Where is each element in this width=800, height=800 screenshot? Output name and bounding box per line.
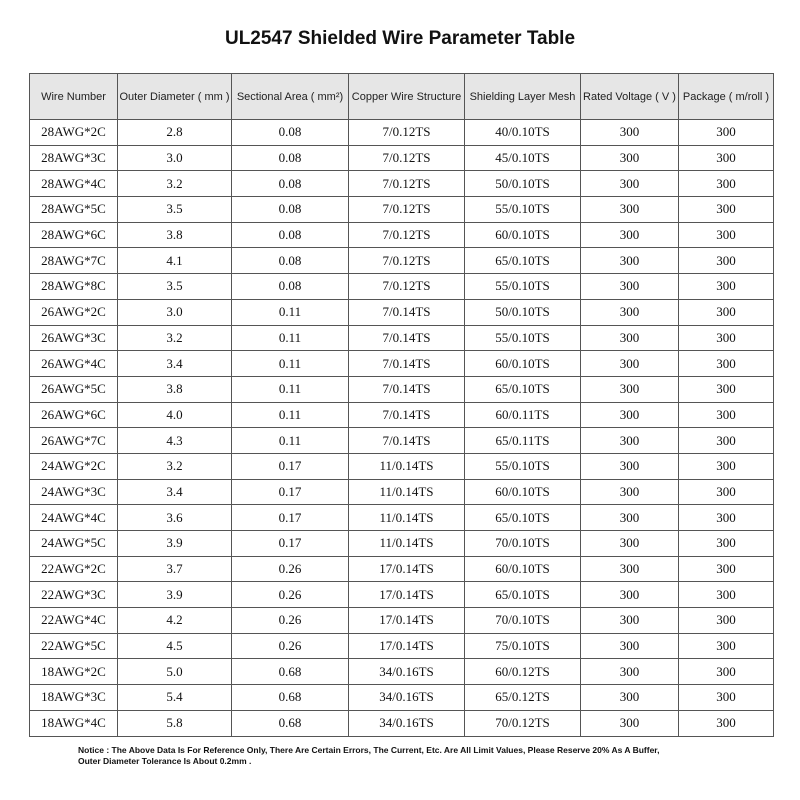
cell-package: 300 bbox=[679, 120, 774, 146]
cell-copper-wire-structure: 7/0.14TS bbox=[349, 325, 465, 351]
table-row bbox=[30, 274, 774, 300]
cell-sectional-area: 0.17 bbox=[232, 531, 349, 557]
cell-shielding-layer-mesh: 70/0.10TS bbox=[465, 608, 581, 634]
table-row bbox=[30, 710, 774, 736]
cell-package: 300 bbox=[679, 633, 774, 659]
cell-outer-diameter: 3.4 bbox=[118, 479, 232, 505]
cell-copper-wire-structure: 11/0.14TS bbox=[349, 479, 465, 505]
header-sectional-area: Sectional Area ( mm²) bbox=[232, 74, 349, 120]
cell-wire-number: 24AWG*4C bbox=[30, 505, 118, 531]
cell-copper-wire-structure: 7/0.14TS bbox=[349, 402, 465, 428]
table-row bbox=[30, 505, 774, 531]
cell-rated-voltage: 300 bbox=[581, 402, 679, 428]
cell-package: 300 bbox=[679, 428, 774, 454]
cell-outer-diameter: 3.5 bbox=[118, 274, 232, 300]
cell-wire-number: 24AWG*5C bbox=[30, 531, 118, 557]
cell-rated-voltage: 300 bbox=[581, 531, 679, 557]
header-rated-voltage: Rated Voltage ( V ) bbox=[581, 74, 679, 120]
cell-sectional-area: 0.68 bbox=[232, 659, 349, 685]
cell-outer-diameter: 4.2 bbox=[118, 608, 232, 634]
cell-wire-number: 28AWG*4C bbox=[30, 171, 118, 197]
cell-rated-voltage: 300 bbox=[581, 197, 679, 223]
table-header-row bbox=[30, 74, 774, 120]
cell-rated-voltage: 300 bbox=[581, 608, 679, 634]
cell-copper-wire-structure: 11/0.14TS bbox=[349, 505, 465, 531]
cell-sectional-area: 0.11 bbox=[232, 376, 349, 402]
cell-rated-voltage: 300 bbox=[581, 120, 679, 146]
cell-outer-diameter: 3.6 bbox=[118, 505, 232, 531]
cell-shielding-layer-mesh: 55/0.10TS bbox=[465, 453, 581, 479]
cell-copper-wire-structure: 11/0.14TS bbox=[349, 453, 465, 479]
cell-wire-number: 26AWG*5C bbox=[30, 376, 118, 402]
cell-package: 300 bbox=[679, 274, 774, 300]
cell-sectional-area: 0.08 bbox=[232, 197, 349, 223]
cell-outer-diameter: 3.0 bbox=[118, 145, 232, 171]
table-row bbox=[30, 402, 774, 428]
cell-wire-number: 26AWG*3C bbox=[30, 325, 118, 351]
table-row bbox=[30, 171, 774, 197]
table-row bbox=[30, 299, 774, 325]
cell-sectional-area: 0.26 bbox=[232, 633, 349, 659]
cell-package: 300 bbox=[679, 351, 774, 377]
table-row bbox=[30, 531, 774, 557]
table-row bbox=[30, 453, 774, 479]
cell-outer-diameter: 4.1 bbox=[118, 248, 232, 274]
cell-rated-voltage: 300 bbox=[581, 351, 679, 377]
cell-package: 300 bbox=[679, 608, 774, 634]
cell-rated-voltage: 300 bbox=[581, 428, 679, 454]
cell-outer-diameter: 3.5 bbox=[118, 197, 232, 223]
table-row bbox=[30, 428, 774, 454]
cell-outer-diameter: 5.8 bbox=[118, 710, 232, 736]
cell-sectional-area: 0.11 bbox=[232, 428, 349, 454]
cell-wire-number: 28AWG*6C bbox=[30, 222, 118, 248]
cell-shielding-layer-mesh: 55/0.10TS bbox=[465, 325, 581, 351]
table-row bbox=[30, 351, 774, 377]
cell-shielding-layer-mesh: 60/0.10TS bbox=[465, 479, 581, 505]
cell-outer-diameter: 5.4 bbox=[118, 685, 232, 711]
cell-sectional-area: 0.08 bbox=[232, 171, 349, 197]
cell-rated-voltage: 300 bbox=[581, 145, 679, 171]
cell-wire-number: 22AWG*4C bbox=[30, 608, 118, 634]
table-row bbox=[30, 633, 774, 659]
cell-rated-voltage: 300 bbox=[581, 659, 679, 685]
page-title: UL2547 Shielded Wire Parameter Table bbox=[224, 28, 576, 49]
cell-copper-wire-structure: 17/0.14TS bbox=[349, 608, 465, 634]
cell-outer-diameter: 5.0 bbox=[118, 659, 232, 685]
parameter-table bbox=[29, 73, 774, 737]
cell-shielding-layer-mesh: 65/0.10TS bbox=[465, 582, 581, 608]
cell-outer-diameter: 3.0 bbox=[118, 299, 232, 325]
cell-package: 300 bbox=[679, 659, 774, 685]
cell-shielding-layer-mesh: 50/0.10TS bbox=[465, 171, 581, 197]
table-row bbox=[30, 325, 774, 351]
cell-shielding-layer-mesh: 55/0.10TS bbox=[465, 274, 581, 300]
table-row bbox=[30, 479, 774, 505]
table-row bbox=[30, 685, 774, 711]
cell-wire-number: 26AWG*6C bbox=[30, 402, 118, 428]
cell-shielding-layer-mesh: 60/0.11TS bbox=[465, 402, 581, 428]
cell-outer-diameter: 3.2 bbox=[118, 453, 232, 479]
cell-copper-wire-structure: 17/0.14TS bbox=[349, 633, 465, 659]
cell-wire-number: 26AWG*7C bbox=[30, 428, 118, 454]
cell-sectional-area: 0.08 bbox=[232, 222, 349, 248]
cell-rated-voltage: 300 bbox=[581, 376, 679, 402]
cell-rated-voltage: 300 bbox=[581, 685, 679, 711]
cell-copper-wire-structure: 11/0.14TS bbox=[349, 531, 465, 557]
cell-wire-number: 22AWG*2C bbox=[30, 556, 118, 582]
cell-shielding-layer-mesh: 40/0.10TS bbox=[465, 120, 581, 146]
cell-sectional-area: 0.17 bbox=[232, 479, 349, 505]
cell-shielding-layer-mesh: 50/0.10TS bbox=[465, 299, 581, 325]
cell-package: 300 bbox=[679, 248, 774, 274]
cell-copper-wire-structure: 7/0.12TS bbox=[349, 171, 465, 197]
cell-wire-number: 26AWG*2C bbox=[30, 299, 118, 325]
cell-rated-voltage: 300 bbox=[581, 479, 679, 505]
cell-shielding-layer-mesh: 70/0.10TS bbox=[465, 531, 581, 557]
table-row bbox=[30, 582, 774, 608]
cell-package: 300 bbox=[679, 171, 774, 197]
cell-sectional-area: 0.11 bbox=[232, 299, 349, 325]
cell-wire-number: 22AWG*3C bbox=[30, 582, 118, 608]
cell-rated-voltage: 300 bbox=[581, 710, 679, 736]
cell-sectional-area: 0.11 bbox=[232, 351, 349, 377]
table-row bbox=[30, 197, 774, 223]
cell-package: 300 bbox=[679, 453, 774, 479]
cell-copper-wire-structure: 7/0.14TS bbox=[349, 376, 465, 402]
cell-outer-diameter: 3.2 bbox=[118, 171, 232, 197]
cell-shielding-layer-mesh: 60/0.12TS bbox=[465, 659, 581, 685]
cell-sectional-area: 0.26 bbox=[232, 582, 349, 608]
cell-wire-number: 28AWG*7C bbox=[30, 248, 118, 274]
cell-package: 300 bbox=[679, 556, 774, 582]
cell-sectional-area: 0.68 bbox=[232, 685, 349, 711]
cell-wire-number: 18AWG*2C bbox=[30, 659, 118, 685]
cell-copper-wire-structure: 7/0.14TS bbox=[349, 299, 465, 325]
cell-wire-number: 28AWG*8C bbox=[30, 274, 118, 300]
cell-shielding-layer-mesh: 60/0.10TS bbox=[465, 222, 581, 248]
notice-text bbox=[78, 745, 778, 767]
cell-outer-diameter: 2.8 bbox=[118, 120, 232, 146]
cell-wire-number: 26AWG*4C bbox=[30, 351, 118, 377]
cell-rated-voltage: 300 bbox=[581, 582, 679, 608]
header-package: Package ( m/roll ) bbox=[679, 74, 774, 120]
table-row bbox=[30, 120, 774, 146]
cell-rated-voltage: 300 bbox=[581, 633, 679, 659]
cell-copper-wire-structure: 7/0.12TS bbox=[349, 222, 465, 248]
cell-copper-wire-structure: 7/0.12TS bbox=[349, 274, 465, 300]
cell-rated-voltage: 300 bbox=[581, 299, 679, 325]
cell-outer-diameter: 3.9 bbox=[118, 531, 232, 557]
cell-rated-voltage: 300 bbox=[581, 505, 679, 531]
header-shielding-layer-mesh: Shielding Layer Mesh bbox=[465, 74, 581, 120]
cell-shielding-layer-mesh: 60/0.10TS bbox=[465, 351, 581, 377]
cell-shielding-layer-mesh: 65/0.10TS bbox=[465, 248, 581, 274]
cell-rated-voltage: 300 bbox=[581, 248, 679, 274]
cell-copper-wire-structure: 34/0.16TS bbox=[349, 710, 465, 736]
cell-outer-diameter: 3.9 bbox=[118, 582, 232, 608]
cell-rated-voltage: 300 bbox=[581, 453, 679, 479]
table-row bbox=[30, 376, 774, 402]
cell-copper-wire-structure: 17/0.14TS bbox=[349, 556, 465, 582]
cell-shielding-layer-mesh: 60/0.10TS bbox=[465, 556, 581, 582]
cell-outer-diameter: 3.2 bbox=[118, 325, 232, 351]
table-row bbox=[30, 659, 774, 685]
table-row bbox=[30, 248, 774, 274]
cell-package: 300 bbox=[679, 376, 774, 402]
cell-rated-voltage: 300 bbox=[581, 171, 679, 197]
cell-sectional-area: 0.26 bbox=[232, 608, 349, 634]
cell-copper-wire-structure: 7/0.12TS bbox=[349, 197, 465, 223]
cell-wire-number: 22AWG*5C bbox=[30, 633, 118, 659]
cell-rated-voltage: 300 bbox=[581, 325, 679, 351]
cell-wire-number: 24AWG*2C bbox=[30, 453, 118, 479]
cell-sectional-area: 0.08 bbox=[232, 274, 349, 300]
cell-copper-wire-structure: 7/0.12TS bbox=[349, 120, 465, 146]
table-row bbox=[30, 222, 774, 248]
cell-package: 300 bbox=[679, 710, 774, 736]
cell-sectional-area: 0.08 bbox=[232, 248, 349, 274]
cell-outer-diameter: 3.8 bbox=[118, 376, 232, 402]
cell-package: 300 bbox=[679, 685, 774, 711]
cell-outer-diameter: 4.0 bbox=[118, 402, 232, 428]
cell-wire-number: 18AWG*4C bbox=[30, 710, 118, 736]
cell-package: 300 bbox=[679, 222, 774, 248]
cell-shielding-layer-mesh: 65/0.11TS bbox=[465, 428, 581, 454]
header-copper-wire-structure: Copper Wire Structure bbox=[349, 74, 465, 120]
cell-outer-diameter: 3.4 bbox=[118, 351, 232, 377]
table-body bbox=[30, 120, 774, 737]
cell-package: 300 bbox=[679, 479, 774, 505]
cell-copper-wire-structure: 7/0.12TS bbox=[349, 248, 465, 274]
cell-sectional-area: 0.17 bbox=[232, 453, 349, 479]
cell-shielding-layer-mesh: 65/0.10TS bbox=[465, 376, 581, 402]
cell-shielding-layer-mesh: 70/0.12TS bbox=[465, 710, 581, 736]
cell-shielding-layer-mesh: 75/0.10TS bbox=[465, 633, 581, 659]
cell-sectional-area: 0.08 bbox=[232, 145, 349, 171]
notice-line-2: Outer Diameter Tolerance Is About 0.2mm . bbox=[78, 756, 252, 766]
notice-line-1: Notice : The Above Data Is For Reference Only, There Are Certain Errors, The Current, Etc. Are All Limit Values, Please Reserve 20% As A Buffer, bbox=[78, 745, 660, 755]
cell-outer-diameter: 3.8 bbox=[118, 222, 232, 248]
cell-sectional-area: 0.11 bbox=[232, 325, 349, 351]
cell-shielding-layer-mesh: 65/0.10TS bbox=[465, 505, 581, 531]
cell-copper-wire-structure: 7/0.14TS bbox=[349, 428, 465, 454]
cell-rated-voltage: 300 bbox=[581, 222, 679, 248]
cell-wire-number: 24AWG*3C bbox=[30, 479, 118, 505]
cell-rated-voltage: 300 bbox=[581, 274, 679, 300]
header-wire-number: Wire Number bbox=[30, 74, 118, 120]
cell-sectional-area: 0.11 bbox=[232, 402, 349, 428]
table-row bbox=[30, 145, 774, 171]
cell-package: 300 bbox=[679, 531, 774, 557]
cell-copper-wire-structure: 7/0.12TS bbox=[349, 145, 465, 171]
cell-copper-wire-structure: 34/0.16TS bbox=[349, 685, 465, 711]
cell-outer-diameter: 4.3 bbox=[118, 428, 232, 454]
table-row bbox=[30, 556, 774, 582]
cell-package: 300 bbox=[679, 299, 774, 325]
cell-shielding-layer-mesh: 65/0.12TS bbox=[465, 685, 581, 711]
cell-wire-number: 28AWG*3C bbox=[30, 145, 118, 171]
cell-wire-number: 18AWG*3C bbox=[30, 685, 118, 711]
header-outer-diameter: Outer Diameter ( mm ) bbox=[118, 74, 232, 120]
cell-shielding-layer-mesh: 55/0.10TS bbox=[465, 197, 581, 223]
cell-wire-number: 28AWG*2C bbox=[30, 120, 118, 146]
cell-package: 300 bbox=[679, 505, 774, 531]
cell-copper-wire-structure: 17/0.14TS bbox=[349, 582, 465, 608]
cell-shielding-layer-mesh: 45/0.10TS bbox=[465, 145, 581, 171]
cell-outer-diameter: 3.7 bbox=[118, 556, 232, 582]
cell-rated-voltage: 300 bbox=[581, 556, 679, 582]
table-row bbox=[30, 608, 774, 634]
cell-package: 300 bbox=[679, 325, 774, 351]
cell-package: 300 bbox=[679, 197, 774, 223]
cell-package: 300 bbox=[679, 145, 774, 171]
cell-copper-wire-structure: 7/0.14TS bbox=[349, 351, 465, 377]
cell-package: 300 bbox=[679, 582, 774, 608]
cell-outer-diameter: 4.5 bbox=[118, 633, 232, 659]
cell-package: 300 bbox=[679, 402, 774, 428]
cell-sectional-area: 0.26 bbox=[232, 556, 349, 582]
cell-sectional-area: 0.68 bbox=[232, 710, 349, 736]
cell-sectional-area: 0.17 bbox=[232, 505, 349, 531]
cell-copper-wire-structure: 34/0.16TS bbox=[349, 659, 465, 685]
cell-wire-number: 28AWG*5C bbox=[30, 197, 118, 223]
cell-sectional-area: 0.08 bbox=[232, 120, 349, 146]
